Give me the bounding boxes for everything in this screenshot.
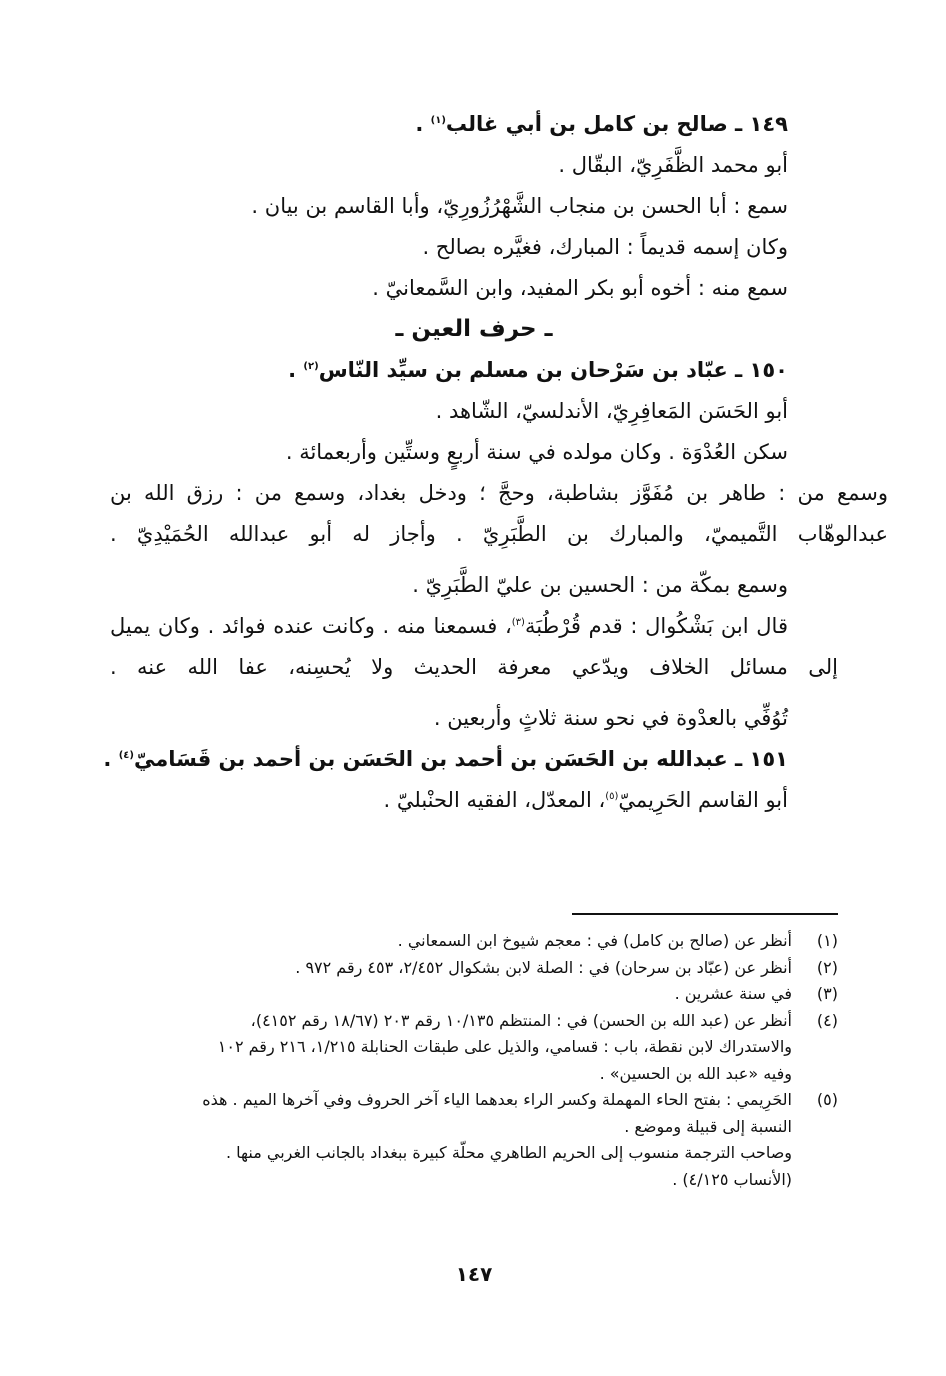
footnote-number: (٢) (816, 957, 838, 977)
entry-151-kunya: أبو القاسم الحَرِيميّ (618, 788, 788, 812)
footnote-ref-2: (٢) (303, 361, 319, 372)
footnote-ref-3: (٣) (511, 617, 525, 628)
entry-149-title: ١٤٩ ـ صالح بن كامل بن أبي غالب (445, 112, 788, 136)
footnote-ref-1: (١) (430, 115, 446, 126)
footnote-ref-5: (٥) (605, 791, 619, 802)
entry-149-line: سمع : أبا الحسن بن منجاب الشَّهْرُزُورِيّ، وأبا القاسم بن بيان . (251, 194, 788, 218)
entry-149-line: سمع منه : أخوه أبو بكر المفيد، وابن السَّمعانيّ . (372, 276, 788, 300)
entry-150-quote-paragraph (110, 606, 838, 688)
footnote-text (110, 1087, 792, 1193)
footnote (110, 928, 838, 955)
section-heading: ـ حرف العين ـ (395, 316, 553, 342)
entry-151-titles: ، المعدّل، الفقيه الحنْبليّ . (383, 788, 606, 812)
footnote-line: أنظر عن (عبّاد بن سرحان) في : الصلة لابن بشكوال ٢/٤٥٢، ٤٥٣ رقم ٩٧٢ . (295, 957, 792, 977)
spacer (110, 555, 838, 565)
footnote (110, 1008, 838, 1088)
main-text (103, 104, 888, 821)
footnote-line: أنظر عن (عبد الله بن الحسن) في : المنتظم ١٠/١٣٥ رقم ٢٠٣ (١٨/٦٧ رقم ٤١٥٢)، (250, 1010, 792, 1030)
footnote (110, 1087, 838, 1193)
footnote-number: (٣) (816, 984, 838, 1003)
footnote-number: (٥) (816, 1090, 838, 1109)
book-page (103, 0, 888, 1376)
spacer (110, 688, 838, 698)
entry-150-death-line: تُوُفِّي بالعدْوة في نحو سنة ثلاثٍ وأربعين . (433, 706, 788, 730)
entry-149-heading (110, 104, 838, 145)
footnote-line: والاستدراك لابن نقطة، باب : قسامي، والذيل على طبقات الحنابلة ١/٢١٥، ٢١٦ رقم ١٠٢ (217, 1037, 792, 1056)
entry-150-title: ١٥٠ ـ عبّاد بن سَرْحان بن مسلم بن سيِّد النّاس (318, 358, 788, 382)
entry-149-line: وكان إسمه قديماً : المبارك، فغيَّره بصالح . (422, 235, 788, 259)
footnote-line: الحَرِيمي : بفتح الحاء المهملة وكسر الراء بعدهما الياء آخر الحروف وفي آخرها الميم . هذه (202, 1090, 792, 1109)
entry-150-heading (110, 350, 838, 391)
footnote-line: وصاحب الترجمة منسوب إلى الحريم الطاهري محلّة كبيرة ببغداد بالجانب الغربي منها . (225, 1143, 792, 1162)
footnote-text (110, 955, 792, 982)
quote-rest: ، فسمعنا منه . وكانت عنده فوائد . وكان يميل إلى مسائل الخلاف ويدّعي معرفة الحديث ولا يُحسِنه، عفا الله عنه . (110, 614, 838, 679)
entry-149-line: أبو محمد الظَّفَرِيّ، البقّال . (558, 153, 788, 177)
footnote-divider (572, 913, 838, 915)
entry-151-heading (103, 739, 838, 780)
entry-150-mecca-line: وسمع بمكّة من : الحسين بن عليّ الطَّبَرِيّ . (412, 573, 788, 597)
entry-150-line: أبو الحَسَن المَعافِرِيّ، الأندلسيّ، الشّاهد . (435, 399, 788, 423)
heading-end: . (103, 747, 119, 771)
footnote-number: (١) (816, 931, 838, 950)
footnote-text (110, 981, 792, 1008)
entry-150-paragraph: وسمع من : طاهر بن مُفَوَّز بشاطبة، وحجَّ ؛ ودخل بغداد، وسمع من : رزق الله بن عبدالوهّاب التَّميميّ، والمبارك بن الطَّبَرِيّ . وأجاز له أبو عبدالله الحُمَيْدِيّ . (110, 481, 888, 546)
entry-151-title: ١٥١ ـ عبدالله بن الحَسَن بن أحمد بن الحَسَن بن أحمد بن قَسَاميّ (133, 747, 788, 771)
footnote-text (110, 1008, 792, 1088)
heading-end: . (415, 112, 431, 136)
entry-150-line: سكن العُدْوَة . وكان مولده في سنة أربعٍ وستِّين وأربعمائة . (285, 440, 788, 464)
page-number: ١٤٧ (455, 1262, 493, 1286)
footnote-line: في سنة عشرين . (674, 984, 792, 1003)
footnote (110, 955, 838, 982)
footnote (110, 981, 838, 1008)
entry-151-line (110, 780, 838, 821)
footnote-line: أنظر عن (صالح بن كامل) في : معجم شيوخ ابن السمعاني . (397, 931, 792, 950)
footnote-line: وفيه «عبد الله بن الحسين» . (599, 1063, 792, 1083)
quote-start: قال ابن بَشْكُوال : قدم قُرْطُبَة (524, 614, 788, 638)
footnote-text (110, 928, 792, 955)
footnote-ref-4: (٤) (118, 750, 134, 761)
footnotes (110, 928, 838, 1193)
footnote-number: (٤) (816, 1010, 838, 1030)
heading-end: . (288, 358, 304, 382)
footnote-line: النسبة إلى قبيلة وموضع . (624, 1116, 792, 1136)
footnote-line: (الأنساب ٤/١٢٥) . (672, 1169, 792, 1189)
